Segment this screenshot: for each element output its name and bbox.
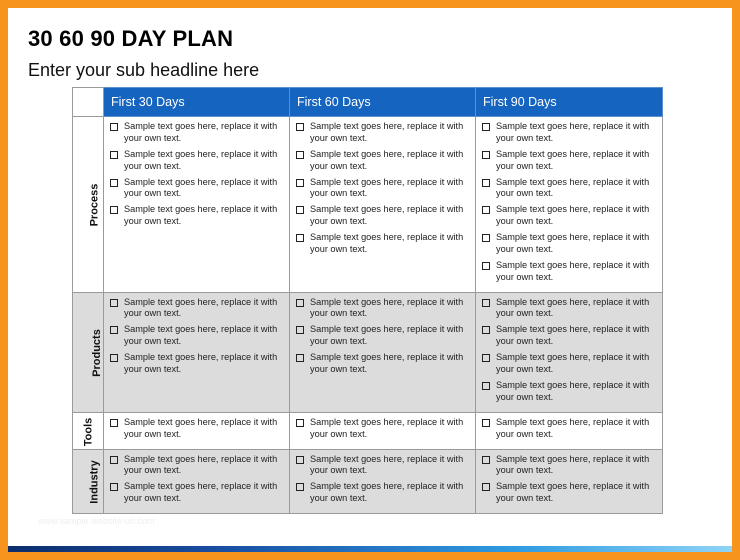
plan-cell xyxy=(104,117,290,293)
checklist-item xyxy=(482,260,658,284)
checkbox-icon[interactable] xyxy=(482,299,490,307)
row-label-cell xyxy=(73,117,104,293)
checklist-item-text: Sample text goes here, replace it with your own text. xyxy=(310,204,464,227)
checkbox-icon[interactable] xyxy=(110,419,118,427)
checklist-item xyxy=(482,454,658,478)
row-label-cell xyxy=(73,292,104,412)
checkbox-icon[interactable] xyxy=(296,151,304,159)
checklist-item-text: Sample text goes here, replace it with your own text. xyxy=(496,453,650,476)
checkbox-icon[interactable] xyxy=(296,234,304,242)
checklist-item-text: Sample text goes here, replace it with your own text. xyxy=(310,352,464,375)
checklist-item xyxy=(296,121,471,145)
checklist-item-text: Sample text goes here, replace it with your own text. xyxy=(124,204,278,227)
checklist-item-text: Sample text goes here, replace it with your own text. xyxy=(124,148,278,171)
checklist-item-text: Sample text goes here, replace it with your own text. xyxy=(310,148,464,171)
checklist-item xyxy=(482,297,658,321)
checkbox-icon[interactable] xyxy=(482,151,490,159)
checkbox-icon[interactable] xyxy=(110,206,118,214)
plan-cell xyxy=(290,292,476,412)
plan-cell xyxy=(476,449,663,514)
checkbox-icon[interactable] xyxy=(110,456,118,464)
row-label: Industry xyxy=(88,460,101,505)
checklist-item-text: Sample text goes here, replace it with your own text. xyxy=(124,324,278,347)
plan-table xyxy=(72,87,663,514)
checkbox-icon[interactable] xyxy=(482,179,490,187)
checklist-item-text: Sample text goes here, replace it with your own text. xyxy=(496,296,650,319)
column-header-first-60: First 60 Days xyxy=(290,88,476,117)
table-row-industry xyxy=(73,449,663,514)
page-subtitle: Enter your sub headline here xyxy=(28,60,260,80)
checklist-item-text: Sample text goes here, replace it with your own text. xyxy=(496,481,650,504)
checkbox-icon[interactable] xyxy=(296,299,304,307)
checklist-item-text: Sample text goes here, replace it with your own text. xyxy=(310,121,464,143)
checkbox-icon[interactable] xyxy=(482,234,490,242)
checklist-item xyxy=(482,481,658,505)
checklist-item xyxy=(110,121,285,145)
checklist-item-text: Sample text goes here, replace it with your own text. xyxy=(310,324,464,347)
checklist-item xyxy=(110,149,285,173)
checkbox-icon[interactable] xyxy=(296,456,304,464)
watermark-text: www.sample-website-url.com xyxy=(38,516,155,526)
plan-cell xyxy=(104,412,290,449)
plan-cell xyxy=(476,117,663,293)
row-label-cell xyxy=(73,449,104,514)
checklist-item xyxy=(296,454,471,478)
checkbox-icon[interactable] xyxy=(110,123,118,131)
table-row-tools xyxy=(73,412,663,449)
checklist-item-text: Sample text goes here, replace it with your own text. xyxy=(310,481,464,504)
checklist-item-text: Sample text goes here, replace it with your own text. xyxy=(496,148,650,171)
plan-cell xyxy=(290,117,476,293)
checklist-item xyxy=(110,297,285,321)
checklist-item-text: Sample text goes here, replace it with your own text. xyxy=(124,121,278,143)
page-title: 30 60 90 DAY PLAN xyxy=(28,26,234,51)
checklist-item-text: Sample text goes here, replace it with your own text. xyxy=(310,176,464,199)
checklist-item-text: Sample text goes here, replace it with your own text. xyxy=(496,232,650,254)
table-row-products xyxy=(73,292,663,412)
checklist-item-text: Sample text goes here, replace it with your own text. xyxy=(124,296,278,319)
checklist-item-text: Sample text goes here, replace it with your own text. xyxy=(124,352,278,375)
checkbox-icon[interactable] xyxy=(482,483,490,491)
checkbox-icon[interactable] xyxy=(296,123,304,131)
row-label-cell xyxy=(73,412,104,449)
checklist-item xyxy=(296,324,471,348)
plan-cell xyxy=(104,449,290,514)
checkbox-icon[interactable] xyxy=(110,179,118,187)
checklist-item xyxy=(110,417,285,441)
table-row-process xyxy=(73,117,663,293)
checklist-item xyxy=(110,454,285,478)
checklist-item xyxy=(296,352,471,376)
checklist-item-text: Sample text goes here, replace it with your own text. xyxy=(124,176,278,199)
slide xyxy=(8,8,732,552)
checklist-item xyxy=(110,324,285,348)
checklist-item xyxy=(482,417,658,441)
checklist-item xyxy=(110,352,285,376)
checklist-item xyxy=(482,177,658,201)
checklist-item xyxy=(482,232,658,256)
checklist-item-text: Sample text goes here, replace it with your own text. xyxy=(310,232,464,254)
checklist-item-text: Sample text goes here, replace it with your own text. xyxy=(310,416,464,439)
plan-cell xyxy=(104,292,290,412)
checkbox-icon[interactable] xyxy=(482,382,490,390)
checklist-item xyxy=(296,417,471,441)
row-label: Tools xyxy=(81,417,94,446)
checklist-item xyxy=(296,297,471,321)
checklist-item-text: Sample text goes here, replace it with your own text. xyxy=(496,204,650,227)
row-label: Process xyxy=(88,183,101,227)
checklist-item-text: Sample text goes here, replace it with your own text. xyxy=(496,352,650,375)
checklist-item xyxy=(296,149,471,173)
checkbox-icon[interactable] xyxy=(482,206,490,214)
header-row xyxy=(73,88,663,117)
checkbox-icon[interactable] xyxy=(110,483,118,491)
plan-cell xyxy=(290,449,476,514)
checkbox-icon[interactable] xyxy=(296,206,304,214)
checklist-item-text: Sample text goes here, replace it with your own text. xyxy=(124,453,278,476)
checkbox-icon[interactable] xyxy=(110,354,118,362)
plan-body xyxy=(73,117,663,514)
checkbox-icon[interactable] xyxy=(296,326,304,334)
footer-bar xyxy=(8,546,732,552)
checklist-item xyxy=(482,324,658,348)
checkbox-icon[interactable] xyxy=(110,326,118,334)
checkbox-icon[interactable] xyxy=(296,483,304,491)
checklist-item xyxy=(296,204,471,228)
checklist-item xyxy=(110,204,285,228)
checklist-item xyxy=(296,481,471,505)
corner-cell xyxy=(73,88,104,117)
plan-cell xyxy=(476,412,663,449)
checkbox-icon[interactable] xyxy=(482,419,490,427)
checkbox-icon[interactable] xyxy=(110,151,118,159)
checklist-item xyxy=(482,149,658,173)
checkbox-icon[interactable] xyxy=(482,354,490,362)
checklist-item xyxy=(110,177,285,201)
checklist-item xyxy=(482,380,658,404)
checklist-item xyxy=(296,232,471,256)
plan-cell xyxy=(476,292,663,412)
checkbox-icon[interactable] xyxy=(296,354,304,362)
column-header-first-30: First 30 Days xyxy=(104,88,290,117)
checklist-item-text: Sample text goes here, replace it with your own text. xyxy=(496,176,650,199)
checkbox-icon[interactable] xyxy=(482,456,490,464)
checklist-item xyxy=(482,204,658,228)
checklist-item-text: Sample text goes here, replace it with your own text. xyxy=(124,416,278,439)
checklist-item xyxy=(482,121,658,145)
checkbox-icon[interactable] xyxy=(296,179,304,187)
plan-cell xyxy=(290,412,476,449)
checkbox-icon[interactable] xyxy=(110,299,118,307)
row-label: Products xyxy=(90,329,103,378)
checklist-item-text: Sample text goes here, replace it with your own text. xyxy=(310,296,464,319)
checklist-item-text: Sample text goes here, replace it with your own text. xyxy=(496,380,650,402)
checkbox-icon[interactable] xyxy=(296,419,304,427)
checklist-item xyxy=(110,481,285,505)
checklist-item xyxy=(296,177,471,201)
checklist-item-text: Sample text goes here, replace it with your own text. xyxy=(124,481,278,504)
checkbox-icon[interactable] xyxy=(482,123,490,131)
checkbox-icon[interactable] xyxy=(482,262,490,270)
checklist-item-text: Sample text goes here, replace it with your own text. xyxy=(310,453,464,476)
checklist-item xyxy=(482,352,658,376)
column-header-first-90: First 90 Days xyxy=(476,88,663,117)
checklist-item-text: Sample text goes here, replace it with your own text. xyxy=(496,324,650,347)
checklist-item-text: Sample text goes here, replace it with your own text. xyxy=(496,416,650,439)
checkbox-icon[interactable] xyxy=(482,326,490,334)
checklist-item-text: Sample text goes here, replace it with your own text. xyxy=(496,121,650,143)
checklist-item-text: Sample text goes here, replace it with your own text. xyxy=(496,259,650,282)
